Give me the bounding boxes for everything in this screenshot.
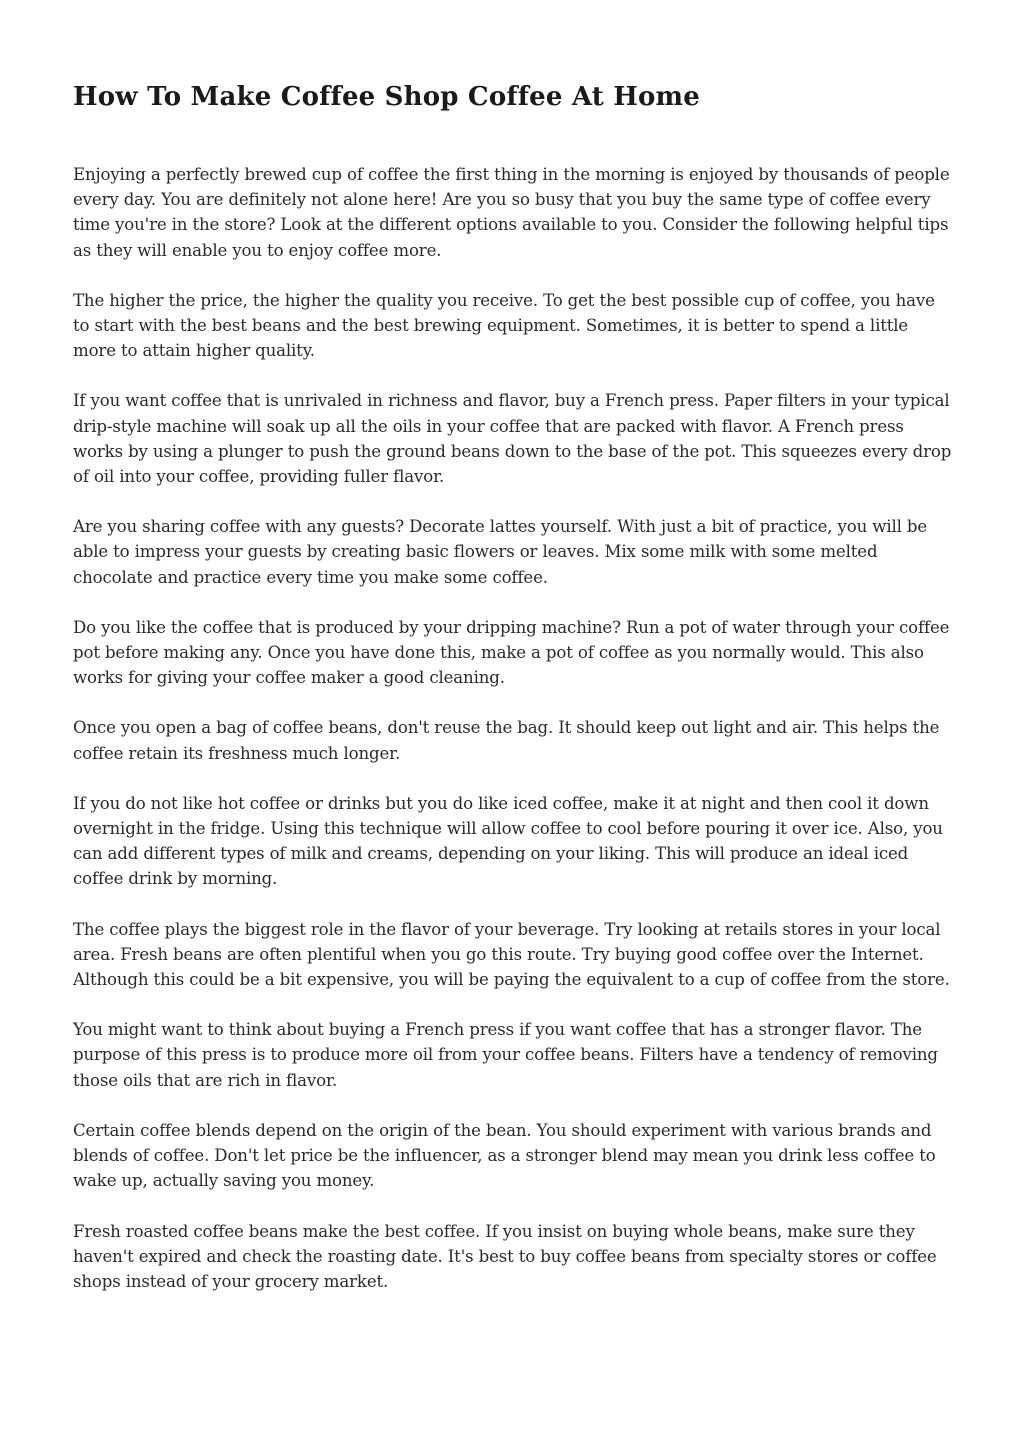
paragraph-dripping-machine: Do you like the coffee that is produced by your dripping machine? Run a pot of water through your coffee pot before making any. Once you have done this, make a pot of coffee as you normally would. This also works for giving your coffee maker a good cleaning. <box>73 617 950 688</box>
paragraph-blends: Certain coffee blends depend on the origin of the bean. You should experiment with various brands and blends of coffee. Don't let price be the influencer, as a stronger blend may mean you drink less coffee to wake up, actually saving you money. <box>73 1120 936 1191</box>
paragraph-french-press: If you want coffee that is unrivaled in richness and flavor, buy a French press. Paper filters in your typical drip-style machine will soak up all the oils in your coffee that are packed with flavor. A French press works by using a plunger to push the ground beans down to the base of the pot. This squeezes every drop of oil into your coffee, providing fuller flavor. <box>73 391 952 487</box>
paragraph-price-quality: The higher the price, the higher the quality you receive. To get the best possible cup of coffee, you have to start with the best beans and the best brewing equipment. Sometimes, it is better to spend a little more to attain higher quality. <box>73 290 935 361</box>
paragraph-latte-art: Are you sharing coffee with any guests? Decorate lattes yourself. With just a bit of practice, you will be able to impress your guests by creating basic flowers or leaves. Mix some milk with some melted chocolate and practice every time you make some coffee. <box>73 517 928 587</box>
document-page <box>73 78 953 1319</box>
paragraph-intro: Enjoying a perfectly brewed cup of coffee the first thing in the morning is enjoyed by thousands of people every day. You are definitely not alone here! Are you so busy that you buy the same type of coffee every time you're in the store? Look at the different options available to you. Consider the following helpful tips as they will enable you to enjoy coffee more. <box>73 165 950 260</box>
paragraph-flavor-beans: The coffee plays the biggest role in the flavor of your beverage. Try looking at retails stores in your local area. Fresh beans are often plentiful when you go this route. Try buying good coffee over the Internet. Although this could be a bit expensive, you will be paying the equivalent to a cup of coffee from the store. <box>73 919 950 990</box>
paragraph-iced-coffee: If you do not like hot coffee or drinks but you do like iced coffee, make it at night and then cool it down overnight in the fridge. Using this technique will allow coffee to cool before pouring it over ice. Also, you can add different types of milk and creams, depending on your liking. This will produce an ideal iced coffee drink by morning. <box>73 793 943 889</box>
paragraph-fresh-roasted: Fresh roasted coffee beans make the best coffee. If you insist on buying whole beans, make sure they haven't expired and check the roasting date. It's best to buy coffee beans from specialty stores or coffee shops instead of your grocery market. <box>73 1221 937 1291</box>
page-title: How To Make Coffee Shop Coffee At Home <box>73 82 701 112</box>
paragraph-bean-bag: Once you open a bag of coffee beans, don't reuse the bag. It should keep out light and air. This helps the coffee retain its freshness much longer. <box>73 718 940 763</box>
paragraph-stronger-flavor: You might want to think about buying a French press if you want coffee that has a stronger flavor. The purpose of this press is to produce more oil from your coffee beans. Filters have a tendency of removing those oils that are rich in flavor. <box>73 1020 938 1090</box>
